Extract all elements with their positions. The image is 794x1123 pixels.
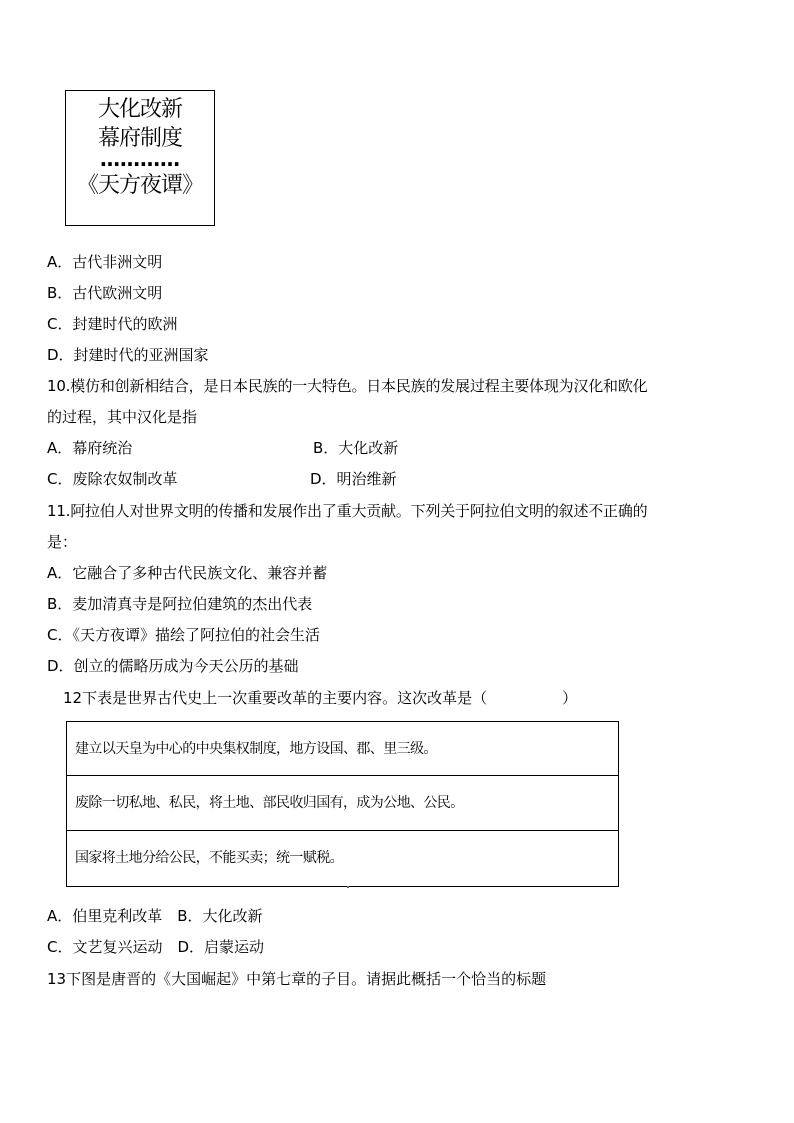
stray-mark [347, 886, 349, 888]
q10-option-d: D．明治维新 [310, 470, 397, 488]
q9-option-c: C．封建时代的欧洲 [47, 315, 178, 333]
q10-option-c: C．废除农奴制改革 [47, 470, 178, 488]
table-row: 建立以天皇为中心的中央集权制度，地方设国、郡、里三级。 [67, 722, 618, 776]
q11-option-b: B．麦加清真寺是阿拉伯建筑的杰出代表 [47, 595, 313, 613]
q9-option-a: A．古代非洲文明 [47, 253, 163, 271]
q11-option-c: C．《天方夜谭》描绘了阿拉伯的社会生活 [47, 626, 320, 644]
q11-option-d: D．创立的儒略历成为今天公历的基础 [47, 657, 299, 675]
q12-options-line2: C．文艺复兴运动 D．启蒙运动 [47, 938, 265, 956]
figure-line-2: 幕府制度 [97, 126, 182, 151]
figure-line-1: 大化改新 [97, 97, 182, 122]
q10-option-a: A．幕府统治 [47, 439, 133, 457]
q10-stem-line1: 10.模仿和创新相结合，是日本民族的一大特色。日本民族的发展过程主要体现为汉化和欧化 [47, 377, 648, 395]
q11-stem-line2: 是： [47, 533, 78, 551]
figure-box [65, 90, 215, 226]
q9-option-b: B．古代欧洲文明 [47, 284, 163, 302]
q10-stem-line2: 的过程，其中汉化是指 [47, 408, 198, 426]
q10-option-b: B．大化改新 [313, 439, 399, 457]
q12-stem: 12下表是世界古代史上一次重要改革的主要内容。这次改革是（ ） [63, 689, 578, 707]
table-row: 废除一切私地、私民，将土地、部民收归国有，成为公地、公民。 [67, 776, 618, 831]
q9-option-d: D．封建时代的亚洲国家 [47, 346, 209, 364]
reform-content-table [66, 721, 619, 887]
figure-ellipsis: ………… [100, 147, 180, 171]
q12-options-line1: A．伯里克利改革 B．大化改新 [47, 907, 263, 925]
q11-option-a: A．它融合了多种古代民族文化、兼容并蓄 [47, 564, 328, 582]
q13-stem: 13下图是唐晋的《大国崛起》中第七章的子目。请据此概括一个恰当的标题 [47, 970, 547, 988]
q11-stem-line1: 11.阿拉伯人对世界文明的传播和发展作出了重大贡献。下列关于阿拉伯文明的叙述不正确的 [47, 502, 648, 520]
figure-line-4: 《天方夜谭》 [76, 173, 203, 198]
table-row: 国家将土地分给公民，不能买卖；统一赋税。 [75, 850, 343, 866]
